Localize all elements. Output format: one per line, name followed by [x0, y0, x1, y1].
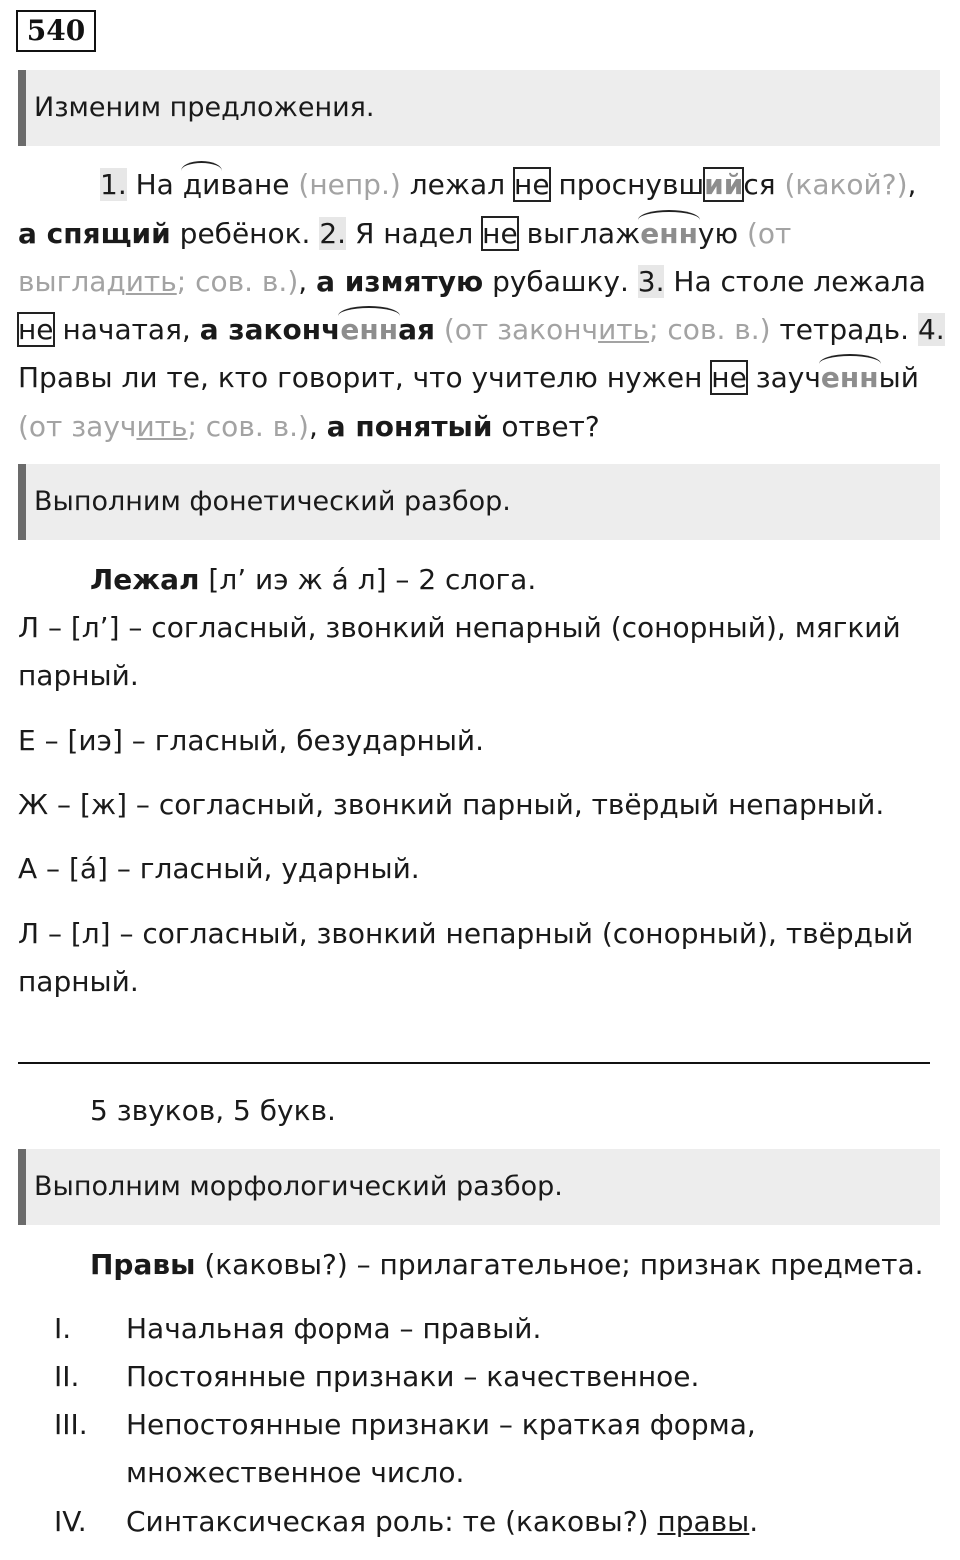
sentence-number: 1. [100, 168, 127, 201]
hint: (непр.) [298, 168, 401, 201]
text: ответ? [501, 410, 600, 443]
phonetic-line: Е – [иэ] – гласный, безударный. [18, 724, 485, 757]
ending-boxed: ий [704, 168, 744, 201]
bold-phrase: а понятый [326, 410, 493, 443]
text: проснувш [558, 168, 705, 201]
sentence-line-3 [18, 262, 926, 302]
list-number: II. [54, 1360, 80, 1393]
ne-boxed: не [514, 168, 550, 201]
text: ся [743, 168, 776, 201]
list-text: Постоянные признаки – качественное. [126, 1360, 700, 1393]
text: , [298, 265, 308, 298]
root-arc [183, 165, 221, 205]
analyzed-word: Правы [90, 1248, 196, 1281]
text: рубашку. [492, 265, 629, 298]
bold-phrase: а измятую [316, 265, 484, 298]
text: ване [220, 168, 290, 201]
text: На столе лежала [673, 265, 926, 298]
text: тетрадь. [779, 313, 910, 346]
transcription: [л’ иэ ж а́ л] – 2 слога. [208, 563, 537, 596]
section-banner-phonetic: Выполним фонетический разбор. [18, 464, 940, 540]
list-number: III. [54, 1408, 88, 1441]
list-text: Непостоянные признаки – краткая форма, [126, 1408, 756, 1441]
suffix-arc [821, 358, 879, 398]
text: Я надел [354, 217, 474, 250]
predicate-word: правы [657, 1505, 750, 1538]
task-number: 540 [16, 10, 96, 52]
hint: (от [746, 217, 792, 250]
section-banner-change: Изменим предложения. [18, 70, 940, 146]
section-banner-morph: Выполним морфологический разбор. [18, 1149, 940, 1225]
phonetic-line: Л – [л] – согласный, звонкий непарный (сонорный), твёрдый [18, 917, 914, 950]
hint-suffix: ить [136, 410, 188, 443]
hint-suffix: ить [125, 265, 177, 298]
hint: ; сов. в.) [176, 265, 299, 298]
text: На [135, 168, 174, 201]
phonetic-summary: 5 звуков, 5 букв. [90, 1094, 336, 1127]
text: ди [182, 168, 221, 201]
morph-header [90, 1245, 924, 1285]
bold-phrase: ая [398, 313, 435, 346]
list-number: IV. [54, 1505, 87, 1538]
phonetic-line: Л – [л’] – согласный, звонкий непарный (сонорный), мягкий [18, 611, 901, 644]
phonetic-header [90, 560, 536, 600]
text: . [749, 1505, 759, 1538]
sentence-line-5 [18, 358, 919, 398]
text: Правы ли те, кто говорит, что учителю нужен [18, 361, 703, 394]
sentence-line-1 [100, 165, 916, 205]
suffix-arc [640, 214, 698, 254]
sentence-line-2 [18, 214, 791, 254]
phonetic-line: парный. [18, 965, 139, 998]
suffix-arc [340, 310, 398, 350]
phonetic-line: парный. [18, 659, 139, 692]
text: , [907, 168, 917, 201]
text: ый [878, 361, 919, 394]
sentence-line-4 [18, 310, 945, 350]
hint-suffix: ить [598, 313, 650, 346]
ne-boxed: не [711, 361, 747, 394]
list-number: I. [54, 1312, 72, 1345]
list-item [54, 1309, 541, 1349]
sentence-number: 3. [637, 265, 665, 298]
text: ую [697, 217, 739, 250]
phonetic-line: Ж – [ж] – согласный, звонкий парный, твёрдый непарный. [18, 788, 885, 821]
ne-boxed: не [18, 313, 54, 346]
hint: (от законч [443, 313, 599, 346]
ne-boxed: не [482, 217, 518, 250]
bold-phrase: а спящий [18, 217, 171, 250]
hint: выглад [18, 265, 126, 298]
list-item [54, 1405, 756, 1445]
bold-phrase: а законч [199, 313, 341, 346]
sentence-number: 4. [917, 313, 945, 346]
hint: (от зауч [18, 410, 137, 443]
text: , [308, 410, 318, 443]
list-item [54, 1502, 758, 1542]
text: енн [340, 313, 399, 346]
list-item [54, 1453, 464, 1493]
text: выглаж [526, 217, 641, 250]
text: енн [820, 361, 879, 394]
list-text: Синтаксическая роль: те (каковы?) [126, 1505, 649, 1538]
text: начатая, [62, 313, 191, 346]
text: лежал [409, 168, 506, 201]
text: ребёнок. [179, 217, 311, 250]
sentence-number: 2. [319, 217, 347, 250]
analyzed-word: Лежал [90, 563, 200, 596]
hint: ; сов. в.) [187, 410, 309, 443]
list-item [54, 1357, 699, 1397]
text: енн [640, 217, 698, 250]
phonetic-line: А – [а́] – гласный, ударный. [18, 852, 420, 885]
sentence-line-6 [18, 407, 600, 447]
divider [18, 1062, 930, 1064]
list-text: множественное число. [126, 1456, 465, 1489]
hint: (какой?) [784, 168, 908, 201]
list-text: Начальная форма – правый. [126, 1312, 542, 1345]
text: (каковы?) – прилагательное; признак предмета. [204, 1248, 924, 1281]
text: зауч [755, 361, 821, 394]
hint: ; сов. в.) [649, 313, 771, 346]
